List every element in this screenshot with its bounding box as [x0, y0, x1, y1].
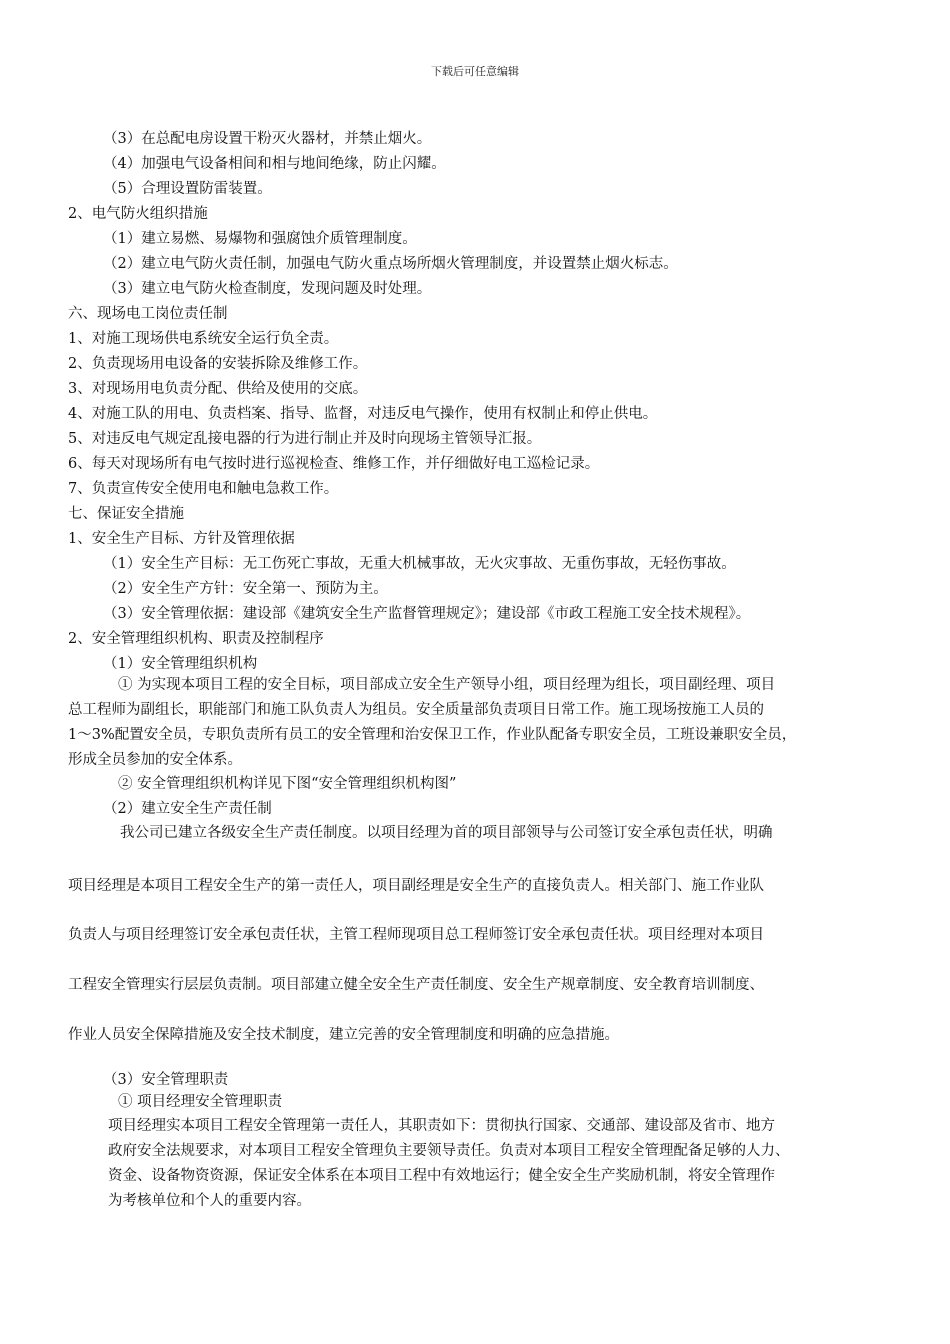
paragraph-line: 工程安全管理实行层层负责制。项目部建立健全安全生产责任制度、安全生产规章制度、安全教育培训制度、	[68, 977, 764, 993]
text-line: 5、对违反电气规定乱接电器的行为进行制止并及时向现场主管领导汇报。	[68, 431, 542, 447]
paragraph-org-structure	[68, 673, 883, 773]
subsection-heading: （3）安全管理职责	[103, 1072, 229, 1088]
text-line: ② 安全管理组织机构详见下图“安全管理组织机构图”	[118, 776, 457, 792]
section-heading: 2、安全管理组织机构、职责及控制程序	[68, 631, 324, 647]
text-line: （1）建立易燃、易爆物和强腐蚀介质管理制度。	[103, 231, 417, 247]
page-header-note: 下载后可任意编辑	[431, 65, 519, 78]
section-heading: 1、安全生产目标、方针及管理依据	[68, 531, 295, 547]
subsection-heading: （1）安全管理组织机构	[103, 656, 258, 672]
paragraph-line: 资金、设备物资资源，保证安全体系在本项目工程中有效地运行；健全安全生产奖励机制，将安全管理作	[108, 1168, 775, 1184]
chapter-heading: 六、现场电工岗位责任制	[68, 306, 228, 322]
paragraph-line: 总工程师为副组长，职能部门和施工队负责人为组员。安全质量部负责项目日常工作。施工现场按施工人员的	[68, 702, 764, 718]
section-heading: 2、电气防火组织措施	[68, 206, 208, 222]
text-line: （5）合理设置防雷装置。	[103, 181, 272, 197]
paragraph-line: 1～3%配置安全员，专职负责所有员工的安全管理和治安保卫工作，作业队配备专职安全员，工班设兼职安全员，	[68, 727, 797, 743]
text-line: （2）安全生产方针：安全第一、预防为主。	[103, 581, 388, 597]
paragraph-line: 政府安全法规要求，对本项目工程安全管理负主要领导责任。负责对本项目工程安全管理配备足够的人力、	[108, 1143, 790, 1159]
text-line: 2、负责现场用电设备的安装拆除及维修工作。	[68, 356, 368, 372]
text-line: （3）安全管理依据：建设部《建筑安全生产监督管理规定》；建设部《市政工程施工安全技术规程》。	[103, 606, 751, 622]
paragraph-line: ① 为实现本项目工程的安全目标，项目部成立安全生产领导小组，项目经理为组长，项目副经理、项目	[118, 677, 776, 693]
subsection-heading: （2）建立安全生产责任制	[103, 801, 272, 817]
paragraph-line: 我公司已建立各级安全生产责任制度。以项目经理为首的项目部领导与公司签订安全承包责任状，明确	[120, 825, 773, 841]
paragraph-line: 作业人员安全保障措施及安全技术制度，建立完善的安全管理制度和明确的应急措施。	[68, 1027, 619, 1043]
chapter-heading: 七、保证安全措施	[68, 506, 184, 522]
paragraph-line: 为考核单位和个人的重要内容。	[108, 1193, 311, 1209]
paragraph-line: 项目经理是本项目工程安全生产的第一责任人，项目副经理是安全生产的直接负责人。相关部门、施工作业队	[68, 878, 764, 894]
text-line: （3）在总配电房设置干粉灭火器材，并禁止烟火。	[103, 131, 432, 147]
text-line: 3、对现场用电负责分配、供给及使用的交底。	[68, 381, 368, 397]
text-line: 4、对施工队的用电、负责档案、指导、监督，对违反电气操作，使用有权制止和停止供电。	[68, 406, 658, 422]
text-line: 6、每天对现场所有电气按时进行巡视检查、维修工作，并仔细做好电工巡检记录。	[68, 456, 600, 472]
paragraph-line: 形成全员参加的安全体系。	[68, 752, 242, 768]
paragraph-line: 项目经理实本项目工程安全管理第一责任人，其职责如下：贯彻执行国家、交通部、建设部及省市、地方	[108, 1118, 775, 1134]
text-line: 1、对施工现场供电系统安全运行负全责。	[68, 331, 339, 347]
text-line: （4）加强电气设备相间和相与地间绝缘，防止闪耀。	[103, 156, 446, 172]
text-line: 7、负责宣传安全使用电和触电急救工作。	[68, 481, 339, 497]
text-line: ① 项目经理安全管理职责	[118, 1094, 283, 1110]
text-line: （3）建立电气防火检查制度，发现问题及时处理。	[103, 281, 432, 297]
text-line: （2）建立电气防火责任制，加强电气防火重点场所烟火管理制度，并设置禁止烟火标志。	[103, 256, 678, 272]
paragraph-line: 负责人与项目经理签订安全承包责任状，主管工程师现项目总工程师签订安全承包责任状。项目经理对本项目	[68, 927, 764, 943]
text-line: （1）安全生产目标：无工伤死亡事故，无重大机械事故，无火灾事故、无重伤事故，无轻伤事故。	[103, 556, 736, 572]
